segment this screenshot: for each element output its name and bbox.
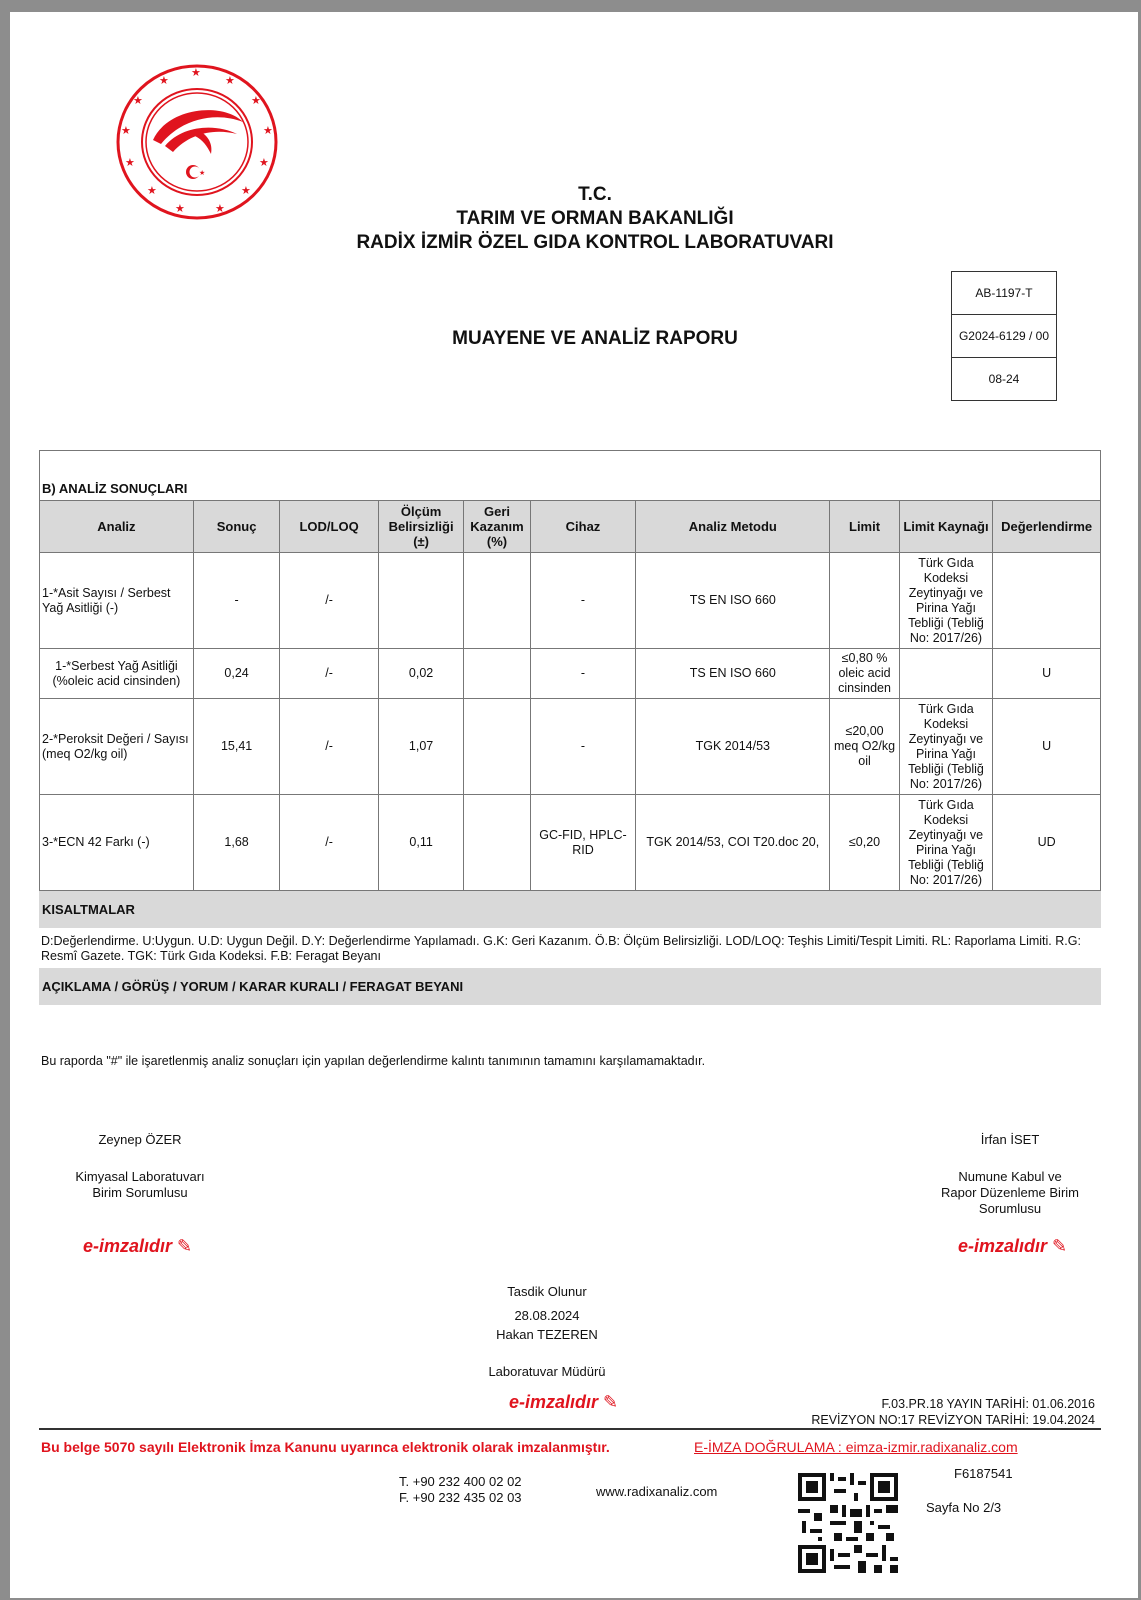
cell: Türk Gıda Kodeksi Zeytinyağı ve Pirina Yağı Tebliği (Tebliğ No: 2017/26) (899, 699, 993, 795)
header-tc: T.C. (578, 184, 612, 205)
cell: 2-*Peroksit Değeri / Sayısı (meq O2/kg oil) (40, 699, 194, 795)
cell: - (193, 553, 279, 649)
cell: ≤20,00 meq O2/kg oil (830, 699, 899, 795)
svg-text:★: ★ (191, 66, 201, 79)
left-e-signature (83, 1236, 192, 1257)
form-info (770, 1396, 1095, 1428)
table-row (40, 649, 1101, 699)
cell (464, 699, 530, 795)
left-signer-role-1: Kimyasal Laboratuvarı (75, 1169, 205, 1184)
col-header: Sonuç (193, 501, 279, 553)
svg-text:★: ★ (241, 184, 251, 197)
cell: - (530, 699, 636, 795)
table-row (40, 795, 1101, 891)
ref-code-1: AB-1197-T (952, 272, 1056, 315)
col-header: Cihaz (530, 501, 636, 553)
cell: Türk Gıda Kodeksi Zeytinyağı ve Pirina Yağı Tebliği (Tebliğ No: 2017/26) (899, 553, 993, 649)
report-title: MUAYENE VE ANALİZ RAPORU (452, 328, 738, 349)
right-e-signature-label: e-imzalıdır (958, 1236, 1048, 1256)
phone-number: T. +90 232 400 02 02 (399, 1474, 522, 1489)
col-header: Ölçüm Belirsizliği (±) (378, 501, 463, 553)
table-row (40, 699, 1101, 795)
e-signature-verification-link[interactable]: E-İMZA DOĞRULAMA : eimza-izmir.radixanaliz.com (694, 1439, 1018, 1455)
svg-text:★: ★ (175, 202, 185, 215)
cell: /- (280, 553, 379, 649)
svg-text:★: ★ (251, 94, 261, 107)
cell: U (993, 649, 1101, 699)
left-signer-role-2: Birim Sorumlusu (92, 1185, 188, 1200)
header-ministry: TARIM VE ORMAN BAKANLIĞI (456, 208, 734, 229)
cell: 1,07 (378, 699, 463, 795)
section-title: B) ANALİZ SONUÇLARI (40, 451, 1101, 501)
cell: TGK 2014/53, COI T20.doc 20, (636, 795, 830, 891)
svg-text:★: ★ (199, 169, 206, 177)
analysis-results-table (39, 450, 1101, 891)
cell: TGK 2014/53 (636, 699, 830, 795)
cell (899, 649, 993, 699)
approval-date: 28.08.2024 (514, 1308, 580, 1323)
svg-text:★: ★ (147, 184, 157, 197)
website-link[interactable]: www.radixanaliz.com (596, 1484, 718, 1499)
cell: 1-*Asit Sayısı / Serbest Yağ Asitliği (-) (40, 553, 194, 649)
table-row (40, 553, 1101, 649)
reference-box (951, 271, 1057, 401)
cell: - (530, 553, 636, 649)
svg-text:★: ★ (121, 124, 131, 137)
pen-icon: ✎ (603, 1392, 619, 1413)
center-e-signature-label: e-imzalıdır (509, 1392, 599, 1412)
cell: 0,02 (378, 649, 463, 699)
cell: TS EN ISO 660 (636, 553, 830, 649)
svg-text:★: ★ (259, 156, 269, 169)
cell: 15,41 (193, 699, 279, 795)
col-header: LOD/LOQ (280, 501, 379, 553)
abbreviations-title: KISALTMALAR (39, 891, 1101, 928)
form-revision: REVİZYON NO:17 REVİZYON TARİHİ: 19.04.2024 (811, 1413, 1095, 1427)
right-signer-role-3: Sorumlusu (978, 1201, 1042, 1216)
center-e-signature (509, 1392, 618, 1413)
approver-name: Hakan TEZEREN (496, 1327, 598, 1342)
approval-text: Tasdik Olunur (507, 1284, 587, 1299)
svg-text:★: ★ (225, 74, 235, 87)
svg-text:★: ★ (215, 202, 225, 215)
cell: GC-FID, HPLC-RID (530, 795, 636, 891)
left-e-signature-label: e-imzalıdır (83, 1236, 173, 1256)
cell (464, 649, 530, 699)
cell (378, 553, 463, 649)
cell: ≤0,20 (830, 795, 899, 891)
cell: UD (993, 795, 1101, 891)
col-header: Limit Kaynağı (899, 501, 993, 553)
approver-role: Laboratuvar Müdürü (488, 1364, 606, 1379)
cell: 1,68 (193, 795, 279, 891)
right-signer-name: İrfan İSET (980, 1132, 1040, 1147)
contact-info (399, 1474, 522, 1506)
form-publish-date: F.03.PR.18 YAYIN TARİHİ: 01.06.2016 (881, 1397, 1095, 1411)
col-header: Değerlendirme (993, 501, 1101, 553)
footer-divider (39, 1428, 1101, 1430)
cell: /- (280, 795, 379, 891)
cell: /- (280, 699, 379, 795)
cell: Türk Gıda Kodeksi Zeytinyağı ve Pirina Yağı Tebliği (Tebliğ No: 2017/26) (899, 795, 993, 891)
cell: 3-*ECN 42 Farkı (-) (40, 795, 194, 891)
cell (464, 795, 530, 891)
cell (464, 553, 530, 649)
document-code: F6187541 (954, 1466, 1013, 1481)
ref-code-3: 08-24 (988, 372, 1020, 386)
cell: - (530, 649, 636, 699)
svg-text:★: ★ (125, 156, 135, 169)
ref-code-2: G2024-6129 / 00 (952, 315, 1056, 358)
left-signer-name: Zeynep ÖZER (98, 1132, 182, 1147)
cell: 0,24 (193, 649, 279, 699)
right-signer-role-1: Numune Kabul ve (958, 1169, 1062, 1184)
remarks-text: Bu raporda "#" ile işaretlenmiş analiz sonuçları için yapılan değerlendirme kalıntı tanımının tamamını karşılamamaktadır. (41, 1054, 706, 1068)
right-signer-role-2: Rapor Düzenleme Birim (941, 1185, 1079, 1200)
col-header: Limit (830, 501, 899, 553)
header-lab: RADİX İZMİR ÖZEL GIDA KONTROL LABORATUVARI (356, 232, 834, 253)
cell (830, 553, 899, 649)
page-number: Sayfa No 2/3 (926, 1500, 1002, 1515)
cell: 1-*Serbest Yağ Asitliği (%oleic acid cinsinden) (40, 649, 194, 699)
remarks-title: AÇIKLAMA / GÖRÜŞ / YORUM / KARAR KURALI / FERAGAT BEYANI (39, 968, 1101, 1005)
legal-notice: Bu belge 5070 sayılı Elektronik İmza Kanunu uyarınca elektronik olarak imzalanmıştır. (41, 1439, 610, 1455)
qr-code-icon (798, 1473, 898, 1573)
col-header: Analiz Metodu (636, 501, 830, 553)
cell: ≤0,80 % oleic acid cinsinden (830, 649, 899, 699)
cell (993, 553, 1101, 649)
svg-text:★: ★ (159, 74, 169, 87)
cell: U (993, 699, 1101, 795)
col-header: Geri Kazanım (%) (464, 501, 530, 553)
abbreviations-text: D:Değerlendirme. U:Uygun. U.D: Uygun Değil. D.Y: Değerlendirme Yapılamadı. G.K: Geri Kazanım. Ö.B: Ölçüm Belirsizliği. LOD/LOQ: Teşhis Limiti/Tespit Limiti. RL: Raporlama Limiti. R.G: Resmî Gazete. TGK: Türk Gıda Kodeksi. F.B: Feragat Beyanı (41, 934, 1081, 963)
col-header: Analiz (40, 501, 194, 553)
svg-text:★: ★ (133, 94, 143, 107)
pen-icon: ✎ (1052, 1236, 1068, 1257)
svg-text:★: ★ (263, 124, 273, 137)
cell: 0,11 (378, 795, 463, 891)
cell: TS EN ISO 660 (636, 649, 830, 699)
fax-number: F. +90 232 435 02 03 (399, 1490, 522, 1505)
right-e-signature (958, 1236, 1067, 1257)
pen-icon: ✎ (177, 1236, 193, 1257)
cell: /- (280, 649, 379, 699)
